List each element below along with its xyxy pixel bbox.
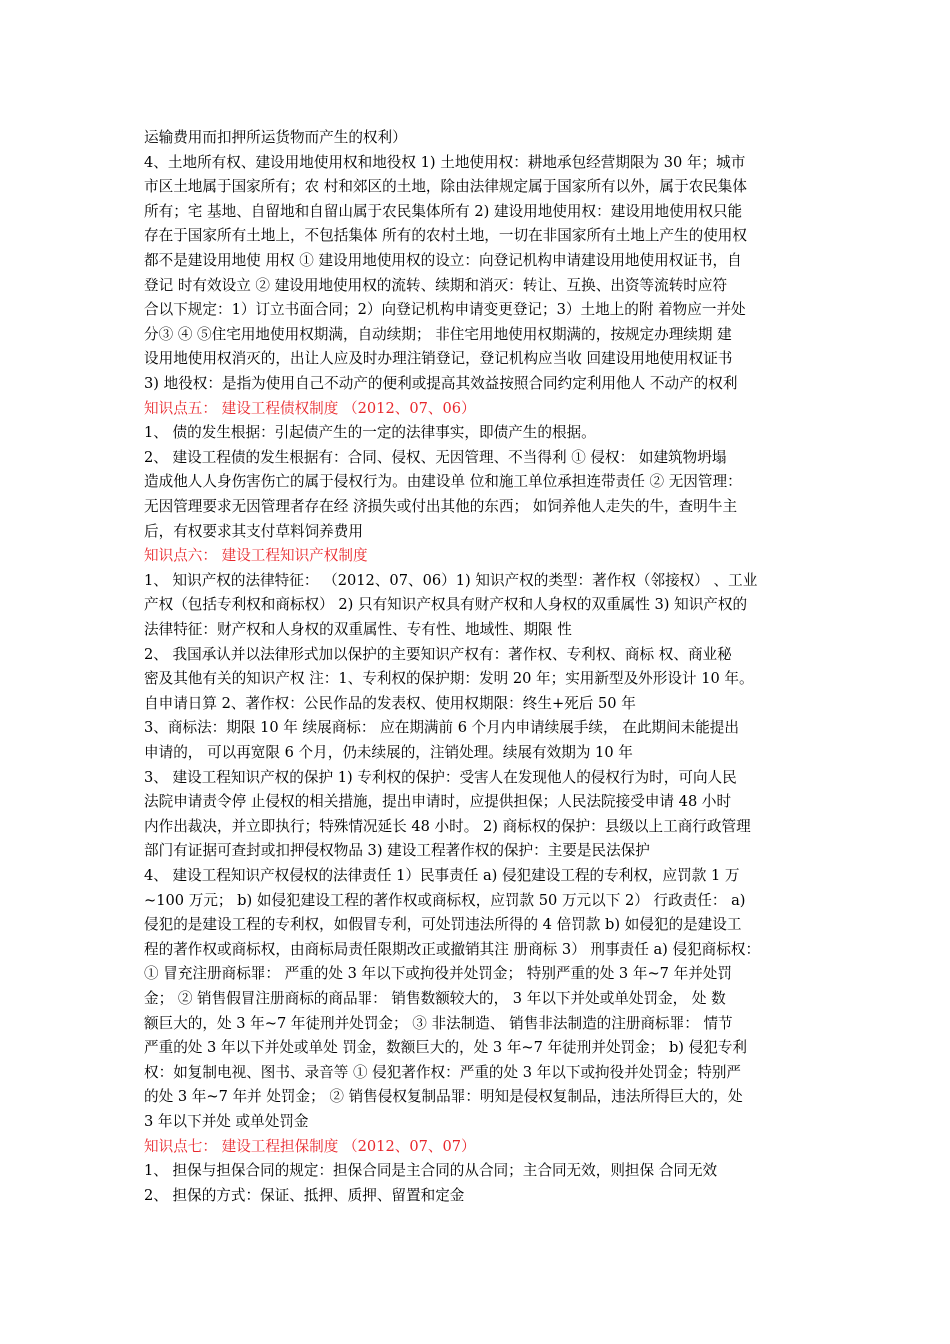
paragraph-line: 4、 建设工程知识产权侵权的法律责任 1）民事责任 a) 侵犯建设工程的专利权，应罚款 1 万 [144,867,740,884]
paragraph-line: 3、商标法：期限 10 年 续展商标： 应在期满前 6 个月内申请续展手续， 在此期间未能提出 [144,719,739,737]
paragraph-line: 自申请日算 2、著作权：公民作品的发表权、使用权期限：终生+死后 50 年 [144,694,636,712]
paragraph-line: 存在于国家所有土地上，不包括集体 所有的农村土地，一切在非国家所有土地上产生的使用权 [144,227,747,245]
paragraph-line: 分③ ④ ⑤住宅用地使用权期满，自动续期； 非住宅用地使用权期满的，按规定办理续期 建 [144,325,732,343]
paragraph-line: 程的著作权或商标权，由商标局责任限期改正或撤销其注 册商标 3） 刑事责任 a) 侵犯商标权： [144,940,761,958]
section-heading: 知识点六： 建设工程知识产权制度 [144,547,368,565]
paragraph-line: 部门有证据可查封或扣押侵权物品 3) 建设工程著作权的保护：主要是民法保护 [144,842,650,860]
paragraph-line: 严重的处 3 年以下并处或单处 罚金，数额巨大的，处 3 年~7 年徒刑并处罚金； b) 侵犯专利 [144,1039,748,1057]
paragraph-line: 3、 建设工程知识产权的保护 1) 专利权的保护：受害人在发现他人的侵权行为时，可向人民 [144,768,737,786]
paragraph-line: 无因管理要求无因管理者存在经 济损失或付出其他的东西； 如饲养他人走失的牛，查明牛主 [144,498,738,515]
paragraph-line: ~100 万元； b) 如侵犯建设工程的著作权或商标权，应罚款 50 万元以下 2） 行政责任： a) [144,891,746,909]
paragraph-line: 1、 担保与担保合同的规定：担保合同是主合同的从合同；主合同无效，则担保 合同无效 [144,1162,718,1180]
section-heading: 知识点五： 建设工程债权制度 （2012、07、06） [144,399,476,417]
paragraph-line: 4、土地所有权、建设用地使用权和地役权 1) 土地使用权：耕地承包经营期限为 30 年；城市 [144,153,746,171]
paragraph-line: 所有；宅 基地、自留地和自留山属于农民集体所有 2) 建设用地使用权：建设用地使用权只能 [144,202,743,220]
paragraph-line: 权：如复制电视、图书、录音等 ① 侵犯著作权：严重的处 3 年以下或拘役并处罚金；特别严 [144,1063,742,1081]
paragraph-line: ① 冒充注册商标罪： 严重的处 3 年以下或拘役并处罚金； 特别严重的处 3 年~7 年并处罚 [144,965,732,983]
paragraph-line: 2、 担保的方式：保证、抵押、质押、留置和定金 [144,1186,465,1204]
paragraph-line: 法律特征：财产权和人身权的双重属性、专有性、地域性、期限 性 [144,621,572,638]
paragraph-line: 法院申请责令停 止侵权的相关措施，提出申请时，应提供担保；人民法院接受申请 48 小时 [144,793,732,811]
paragraph-line: 3 年以下并处 或单处罚金 [144,1113,309,1130]
paragraph-line: 造成他人人身伤害伤亡的属于侵权行为。由建设单 位和施工单位承担连带责任 ② 无因管理： [144,473,742,491]
section-heading: 知识点七： 建设工程担保制度 （2012、07、07） [144,1137,476,1155]
paragraph-line: 运输费用而扣押所运货物而产生的权利） [144,129,407,146]
paragraph-line: 内作出裁决，并立即执行；特殊情况延长 48 小时。 2) 商标权的保护：县级以上工商行政管理 [144,817,751,835]
paragraph-line: 后，有权要求其支付草料饲养费用 [144,522,363,540]
paragraph-line: 2、 我国承认并以法律形式加以保护的主要知识产权有：著作权、专利权、商标 权、商业秘 [144,645,732,663]
paragraph-line: 市区土地属于国家所有；农 村和郊区的土地，除由法律规定属于国家所有以外，属于农民集体 [144,178,747,196]
paragraph-line: 都不是建设用地使 用权 ① 建设用地使用权的设立：向登记机构申请建设用地使用权证书，自 [144,252,742,269]
paragraph-line: 2、 建设工程债的发生根据有：合同、侵权、无因管理、不当得利 ① 侵权： 如建筑物坍塌 [144,448,727,466]
paragraph-line: 设用地使用权消灭的，出让人应及时办理注销登记，登记机构应当收 回建设用地使用权证书 [144,350,733,368]
paragraph-line: 合以下规定：1）订立书面合同；2）向登记机构申请变更登记；3）土地上的附 着物应一并处 [144,301,746,319]
paragraph-line: 3) 地役权：是指为使用自己不动产的便利或提高其效益按照合同约定利用他人 不动产的权利 [144,375,738,392]
paragraph-line: 登记 时有效设立 ② 建设用地使用权的流转、续期和消灭：转让、互换、出资等流转时应符 [144,276,728,294]
paragraph-line: 金； ② 销售假冒注册商标的商品罪： 销售数额较大的， 3 年以下并处或单处罚金， 处 数 [144,990,726,1007]
paragraph-line: 密及其他有关的知识产权 注：1、专利权的保护期：发明 20 年；实用新型及外形设计 10 年。 [144,670,754,688]
paragraph-line: 侵犯的是建设工程的专利权，如假冒专利，可处罚违法所得的 4 倍罚款 b) 如侵犯的是建设工 [144,916,742,934]
paragraph-line: 1、 知识产权的法律特征： （2012、07、06）1) 知识产权的类型：著作权（邻接权） 、工业 [144,571,758,589]
paragraph-line: 申请的， 可以再宽限 6 个月，仍未续展的，注销处理。续展有效期为 10 年 [144,744,633,761]
paragraph-line: 额巨大的，处 3 年~7 年徒刑并处罚金； ③ 非法制造、 销售非法制造的注册商标罪： 情节 [144,1014,733,1032]
paragraph-line: 的处 3 年~7 年并 处罚金； ② 销售侵权复制品罪：明知是侵权复制品，违法所得巨大的，处 [144,1088,743,1106]
paragraph-line: 产权（包括专利权和商标权） 2) 只有知识产权具有财产权和人身权的双重属性 3) 知识产权的 [144,596,748,614]
paragraph-line: 1、 债的发生根据：引起债产生的一定的法律事实，即债产生的根据。 [144,424,596,442]
